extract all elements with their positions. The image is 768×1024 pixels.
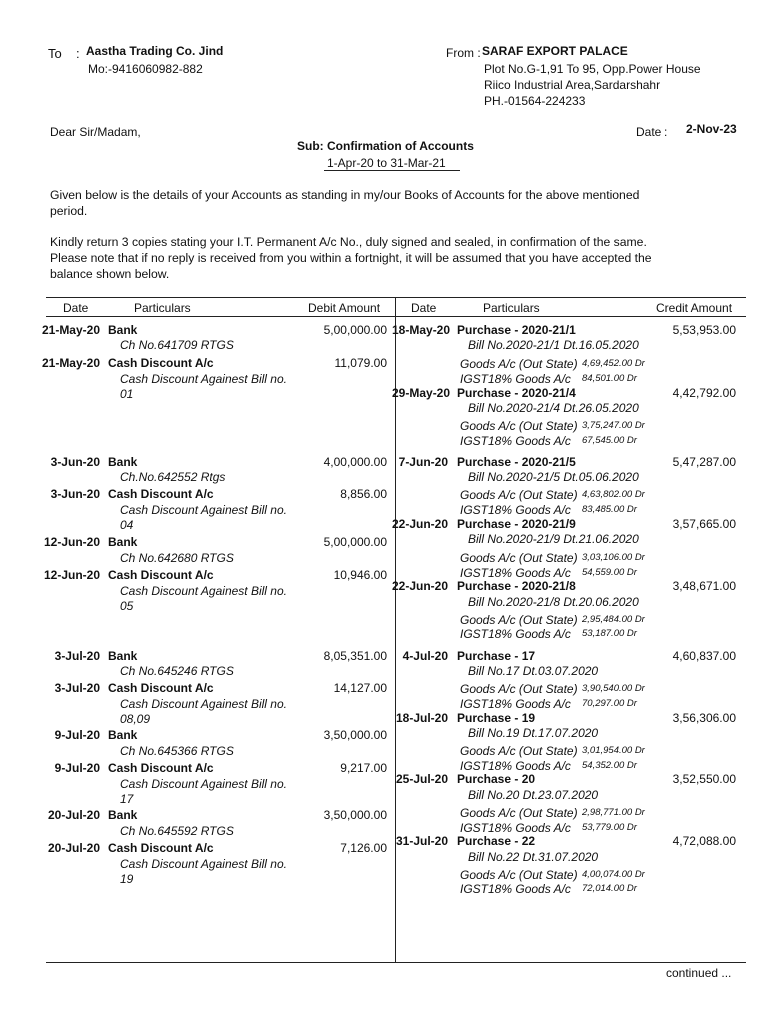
table-bottom-rule [46,962,746,963]
debit-entry-title: Bank [108,323,138,337]
debit-entry-amount: 5,00,000.00 [323,535,387,549]
credit-goods-amount: 4,69,452.00 Dr [582,358,645,369]
credit-igst-label: IGST18% Goods A/c [460,882,571,896]
debit-entry-note: 01 [120,387,134,401]
credit-entry-bill: Bill No.2020-21/5 Dt.05.06.2020 [468,470,639,484]
credit-goods-label: Goods A/c (Out State) [460,357,578,371]
debit-entry-title: Bank [108,649,138,663]
para1-line2: period. [50,204,88,218]
debit-entry-amount: 5,00,000.00 [323,323,387,337]
credit-particulars-header: Particulars [483,301,540,315]
credit-igst-label: IGST18% Goods A/c [460,503,571,517]
debit-entry-date: 21-May-20 [41,323,100,337]
debit-date-header: Date [63,301,89,315]
from-phone: PH.-01564-224233 [484,94,586,108]
debit-entry-note: Cash Discount Againest Bill no. [120,584,287,598]
date-label: Date [636,125,662,139]
debit-entry-title: Bank [108,535,138,549]
debit-entry-amount: 8,05,351.00 [323,649,387,663]
credit-entry-amount: 3,57,665.00 [672,517,736,531]
credit-entry-date: 18-Jul-20 [395,711,448,725]
debit-entry-amount: 11,079.00 [334,356,387,370]
credit-entry-date: 4-Jul-20 [402,649,448,663]
credit-goods-label: Goods A/c (Out State) [460,806,578,820]
credit-igst-label: IGST18% Goods A/c [460,759,571,773]
credit-entry-bill: Bill No.22 Dt.31.07.2020 [468,850,599,864]
from-name: SARAF EXPORT PALACE [482,44,628,58]
credit-entry-amount: 4,42,792.00 [672,386,736,400]
credit-igst-label: IGST18% Goods A/c [460,627,571,641]
debit-particulars-header: Particulars [134,301,191,315]
debit-entry-title: Cash Discount A/c [108,356,214,370]
date-colon: : [664,125,668,139]
credit-amount-header: Credit Amount [656,301,733,315]
credit-entry-amount: 3,52,550.00 [672,772,736,786]
credit-entry-title: Purchase - 2020-21/4 [457,386,576,400]
para1-line1: Given below is the details of your Accounts as standing in my/our Books of Accounts for the above mentioned [50,188,640,202]
para2-line1: Kindly return 3 copies stating your I.T. Permanent A/c No., duly signed and sealed, in confirmation of the same. [50,235,647,249]
para2-line2: Please note that if no reply is received from you within a fortnight, it will be assumed that you have accepted the [50,251,652,265]
debit-entry-note: Cash Discount Againest Bill no. [120,857,287,871]
credit-goods-label: Goods A/c (Out State) [460,682,578,696]
debit-entry-amount: 3,50,000.00 [323,728,387,742]
credit-igst-label: IGST18% Goods A/c [460,697,571,711]
credit-igst-amount: 72,014.00 Dr [582,883,637,894]
credit-goods-label: Goods A/c (Out State) [460,868,578,882]
credit-goods-amount: 3,03,106.00 Dr [582,552,645,563]
debit-entry-date: 3-Jul-20 [54,681,100,695]
subject: Sub: Confirmation of Accounts [297,139,474,153]
from-address-line1: Plot No.G-1,91 To 95, Opp.Power House [484,62,701,76]
debit-entry-note: 05 [120,599,134,613]
credit-igst-label: IGST18% Goods A/c [460,372,571,386]
debit-entry-date: 9-Jul-20 [54,728,100,742]
credit-goods-label: Goods A/c (Out State) [460,419,578,433]
from-address-line2: Riico Industrial Area,Sardarshahr [484,78,661,92]
debit-entry-note: Ch No.645246 RTGS [120,664,234,678]
debit-entry-amount: 4,00,000.00 [323,455,387,469]
credit-entry-title: Purchase - 2020-21/1 [457,323,576,337]
to-mobile: Mo:-9416060982-882 [88,62,203,76]
credit-entry-date: 7-Jun-20 [398,455,448,469]
credit-entry-title: Purchase - 2020-21/9 [457,517,576,531]
salutation: Dear Sir/Madam, [50,125,141,139]
credit-entry-bill: Bill No.2020-21/4 Dt.26.05.2020 [468,401,639,415]
from-label: From : [446,46,481,60]
credit-entry-amount: 3,56,306.00 [672,711,736,725]
debit-entry-date: 20-Jul-20 [47,808,100,822]
para2-line3: balance shown below. [50,267,170,281]
debit-entry-date: 12-Jun-20 [43,535,100,549]
credit-date-header: Date [411,301,437,315]
credit-entry-date: 31-Jul-20 [395,834,448,848]
credit-igst-amount: 67,545.00 Dr [582,435,637,446]
credit-entry-amount: 5,53,953.00 [672,323,736,337]
debit-entry-note: 08,09 [120,712,151,726]
table-top-rule [46,297,746,298]
debit-amount-header: Debit Amount [308,301,381,315]
debit-entry-title: Cash Discount A/c [108,761,214,775]
credit-entry-date: 29-May-20 [392,386,451,400]
to-label: To [48,46,62,61]
debit-entry-title: Bank [108,728,138,742]
debit-entry-title: Cash Discount A/c [108,487,214,501]
date-value: 2-Nov-23 [686,122,737,136]
credit-entry-bill: Bill No.2020-21/9 Dt.21.06.2020 [468,532,639,546]
credit-igst-label: IGST18% Goods A/c [460,434,571,448]
credit-goods-label: Goods A/c (Out State) [460,551,578,565]
credit-entry-date: 25-Jul-20 [395,772,448,786]
debit-entry-note: Cash Discount Againest Bill no. [120,697,287,711]
credit-entry-title: Purchase - 2020-21/8 [457,579,576,593]
credit-goods-label: Goods A/c (Out State) [460,488,578,502]
debit-entry-amount: 9,217.00 [340,761,387,775]
credit-entry-amount: 4,72,088.00 [672,834,736,848]
debit-entry-title: Cash Discount A/c [108,568,214,582]
credit-entry-bill: Bill No.2020-21/8 Dt.20.06.2020 [468,595,639,609]
debit-entry-note: Ch No.642680 RTGS [120,551,234,565]
debit-entry-note: 04 [120,518,134,532]
continued-note: continued ... [666,966,732,980]
credit-igst-amount: 53,779.00 Dr [582,822,637,833]
debit-entry-amount: 7,126.00 [340,841,387,855]
credit-entry-title: Purchase - 22 [457,834,536,848]
credit-entry-title: Purchase - 19 [457,711,536,725]
credit-goods-label: Goods A/c (Out State) [460,744,578,758]
debit-entry-date: 3-Jul-20 [54,649,100,663]
credit-igst-amount: 54,352.00 Dr [582,760,637,771]
credit-goods-label: Goods A/c (Out State) [460,613,578,627]
credit-igst-amount: 53,187.00 Dr [582,628,637,639]
credit-goods-amount: 2,98,771.00 Dr [582,807,645,818]
credit-entry-title: Purchase - 20 [457,772,536,786]
credit-entry-date: 18-May-20 [392,323,451,337]
credit-entry-title: Purchase - 17 [457,649,536,663]
credit-goods-amount: 3,90,540.00 Dr [582,683,645,694]
debit-entry-date: 9-Jul-20 [54,761,100,775]
period: 1-Apr-20 to 31-Mar-21 [327,156,446,170]
debit-entry-date: 12-Jun-20 [43,568,100,582]
credit-entry-amount: 3,48,671.00 [672,579,736,593]
debit-entry-amount: 14,127.00 [333,681,387,695]
credit-igst-amount: 54,559.00 Dr [582,567,637,578]
credit-igst-amount: 70,297.00 Dr [582,698,637,709]
to-colon: : [76,46,80,61]
credit-entry-bill: Bill No.19 Dt.17.07.2020 [468,726,599,740]
debit-entry-title: Cash Discount A/c [108,681,214,695]
debit-entry-note: 17 [120,792,134,806]
credit-entry-bill: Bill No.2020-21/1 Dt.16.05.2020 [468,338,639,352]
to-name: Aastha Trading Co. Jind [86,44,224,58]
debit-entry-note: Cash Discount Againest Bill no. [120,503,287,517]
debit-entry-note: Ch No.641709 RTGS [120,338,234,352]
credit-entry-amount: 4,60,837.00 [672,649,736,663]
credit-entry-title: Purchase - 2020-21/5 [457,455,576,469]
credit-igst-amount: 84,501.00 Dr [582,373,637,384]
debit-entry-title: Cash Discount A/c [108,841,214,855]
credit-entry-amount: 5,47,287.00 [672,455,736,469]
debit-entry-note: Cash Discount Againest Bill no. [120,372,287,386]
credit-igst-amount: 83,485.00 Dr [582,504,637,515]
debit-entry-title: Bank [108,808,138,822]
credit-goods-amount: 4,63,802.00 Dr [582,489,645,500]
debit-entry-note: 19 [120,872,134,886]
debit-entry-date: 3-Jun-20 [50,455,100,469]
debit-entry-note: Ch.No.642552 Rtgs [120,470,226,484]
debit-entry-note: Cash Discount Againest Bill no. [120,777,287,791]
credit-goods-amount: 4,00,074.00 Dr [582,869,645,880]
debit-entry-date: 21-May-20 [41,356,100,370]
table-header-rule [46,316,746,317]
credit-entry-bill: Bill No.20 Dt.23.07.2020 [468,788,599,802]
credit-entry-bill: Bill No.17 Dt.03.07.2020 [468,664,599,678]
credit-igst-label: IGST18% Goods A/c [460,821,571,835]
credit-goods-amount: 3,75,247.00 Dr [582,420,645,431]
debit-entry-amount: 10,946.00 [333,568,387,582]
credit-goods-amount: 3,01,954.00 Dr [582,745,645,756]
debit-entry-date: 3-Jun-20 [50,487,100,501]
debit-entry-date: 20-Jul-20 [47,841,100,855]
credit-entry-date: 22-Jun-20 [392,579,449,593]
debit-entry-title: Bank [108,455,138,469]
debit-entry-note: Ch No.645366 RTGS [120,744,234,758]
credit-goods-amount: 2,95,484.00 Dr [582,614,645,625]
debit-entry-note: Ch No.645592 RTGS [120,824,234,838]
debit-entry-amount: 3,50,000.00 [323,808,387,822]
credit-igst-label: IGST18% Goods A/c [460,566,571,580]
debit-entry-amount: 8,856.00 [340,487,387,501]
credit-entry-date: 22-Jun-20 [392,517,449,531]
